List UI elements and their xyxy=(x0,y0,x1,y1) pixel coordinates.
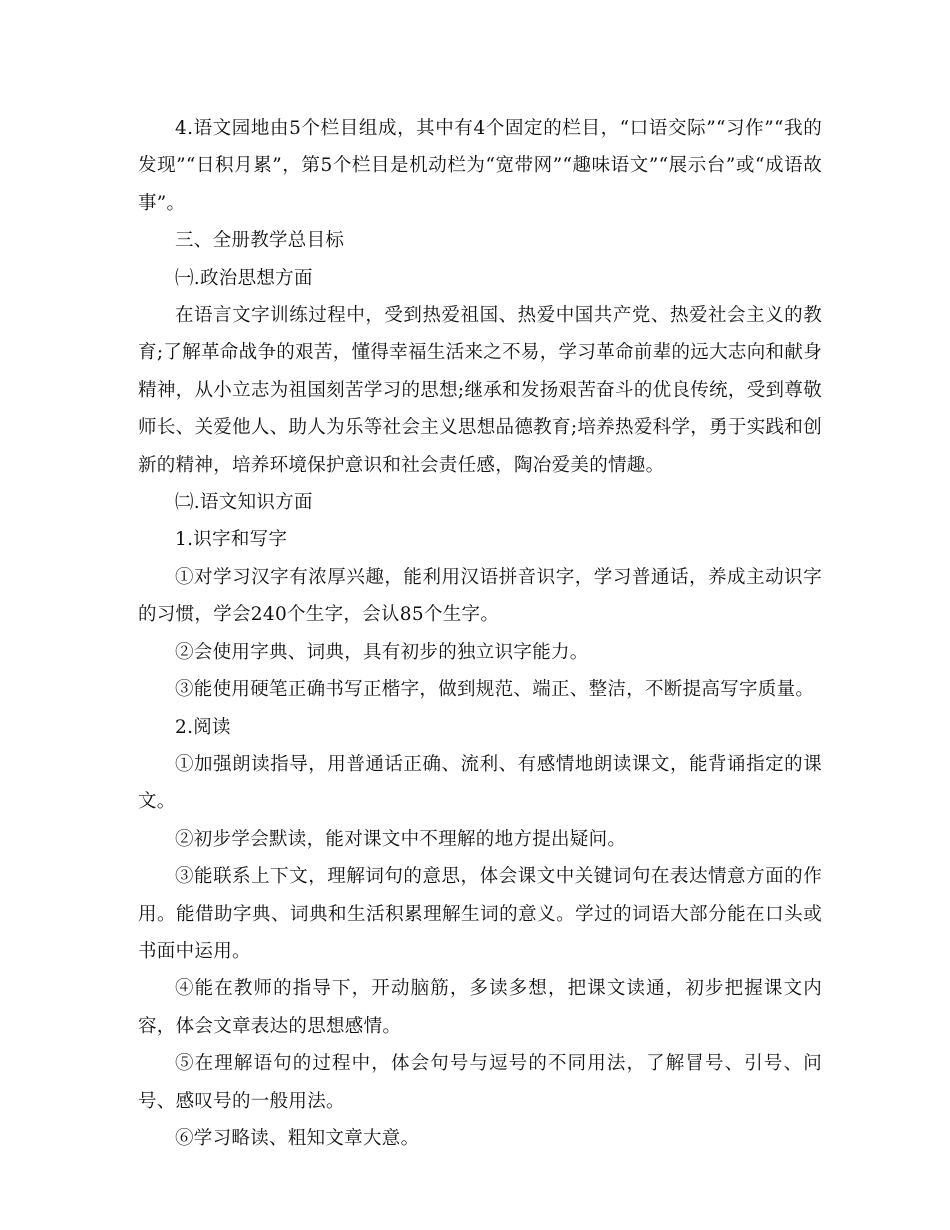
list-item-reading-1: ①加强朗读指导，用普通话正确、流利、有感情地朗读课文，能背诵指定的课文。 xyxy=(138,753,822,813)
subheading-political-thought: ㈠.政治思想方面 xyxy=(175,267,313,289)
paragraph-political-thought: 在语言文字训练过程中，受到热爱祖国、热爱中国共产党、热爱社会主义的教育;了解革命战争的艰苦，懂得幸福生活来之不易，学习革命前辈的远大志向和献身精神，从小立志为祖国刻苦学习的思想;继承和发扬艰苦奋斗的优良传统，受到尊敬师长、关爱他人、助人为乐等社会主义思想品德教育;培养热爱科学，勇于实践和创新的精神，培养环境保护意识和社会责任感，陶冶爱美的情趣。 xyxy=(138,305,822,476)
list-item-literacy-2: ②会使用字典、词典，具有初步的独立识字能力。 xyxy=(175,641,589,663)
list-item-reading-5: ⑤在理解语句的过程中，体会句号与逗号的不同用法，了解冒号、引号、问号、感叹号的一般用法。 xyxy=(138,1053,822,1112)
list-item-reading-3: ③能联系上下文，理解词句的意思，体会课文中关键词句在表达情意方面的作用。能借助字典、词典和生活积累理解生词的意义。学过的词语大部分能在口头或书面中运用。 xyxy=(138,866,822,962)
paragraph-yuwen-yuandi: 4.语文园地由5个栏目组成，其中有4个固定的栏目，“口语交际”“习作”“我的发现”“日积月累”，第5个栏目是机动栏为“宽带网”“趣味语文”“展示台”或“成语故事”。 xyxy=(138,118,822,214)
section-heading-overall-goals: 三、全册教学总目标 xyxy=(175,230,345,252)
subheading-language-knowledge: ㈡.语文知识方面 xyxy=(175,492,313,514)
subheading-literacy-writing: 1.识字和写字 xyxy=(175,529,288,551)
list-item-reading-2: ②初步学会默读，能对课文中不理解的地方提出疑问。 xyxy=(175,828,627,850)
subheading-reading: 2.阅读 xyxy=(175,716,231,738)
list-item-reading-4: ④能在教师的指导下，开动脑筋，多读多想，把课文读通，初步把握课文内容，体会文章表达的思想感情。 xyxy=(138,978,822,1037)
list-item-literacy-3: ③能使用硬笔正确书写正楷字，做到规范、端正、整洁，不断提高写字质量。 xyxy=(175,679,815,701)
list-item-literacy-1: ①对学习汉字有浓厚兴趣，能利用汉语拼音识字，学习普通话，养成主动识字的习惯，学会240个生字，会认85个生字。 xyxy=(138,566,822,626)
list-item-reading-6: ⑥学习略读、粗知文章大意。 xyxy=(175,1127,420,1149)
